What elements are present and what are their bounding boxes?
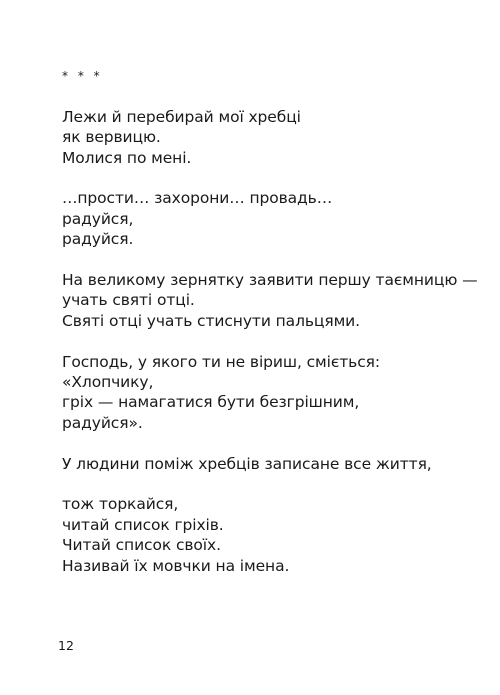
stanza: [62, 107, 462, 168]
page-number: 12: [58, 638, 74, 653]
poem-line: У людини поміж хребців записане все життя,: [62, 454, 432, 473]
poem-line: Читай список своїх.: [62, 536, 221, 555]
poem-line: читай список гріхів.: [62, 515, 224, 534]
stanza: [62, 454, 462, 474]
poem-line: радуйся.: [62, 230, 134, 249]
poem-line: На великому зернятку заявити першу таємницю —: [62, 271, 478, 289]
poem-line: Молися по мені.: [62, 148, 192, 167]
stanza: [62, 352, 462, 434]
poem-line: гріх — намагатися бути безгрішним,: [62, 393, 360, 412]
poem-line: радуйся,: [62, 209, 134, 228]
section-asterisks: * * *: [62, 69, 103, 83]
poem-line: Називай їх мовчки на імена.: [62, 556, 290, 575]
poem-line: Святі отці учать стиснути пальцями.: [62, 311, 360, 330]
poem-line: Лежи й перебирай мої хребці: [62, 107, 301, 126]
poem-line: радуйся».: [62, 413, 143, 432]
poem-line: учать святі отці.: [62, 291, 195, 310]
poem-line: «Хлопчику,: [62, 373, 154, 392]
poem-line: …прости… захорони… провадь…: [62, 189, 333, 208]
stanza: [62, 188, 462, 249]
stanza: [62, 494, 462, 576]
poem-line: Господь, у якого ти не віриш, сміється:: [62, 352, 380, 371]
poem: [62, 66, 478, 576]
stanza: [62, 270, 478, 331]
poem-line: як вервицю.: [62, 128, 161, 147]
poem-line: тож торкайся,: [62, 495, 179, 514]
